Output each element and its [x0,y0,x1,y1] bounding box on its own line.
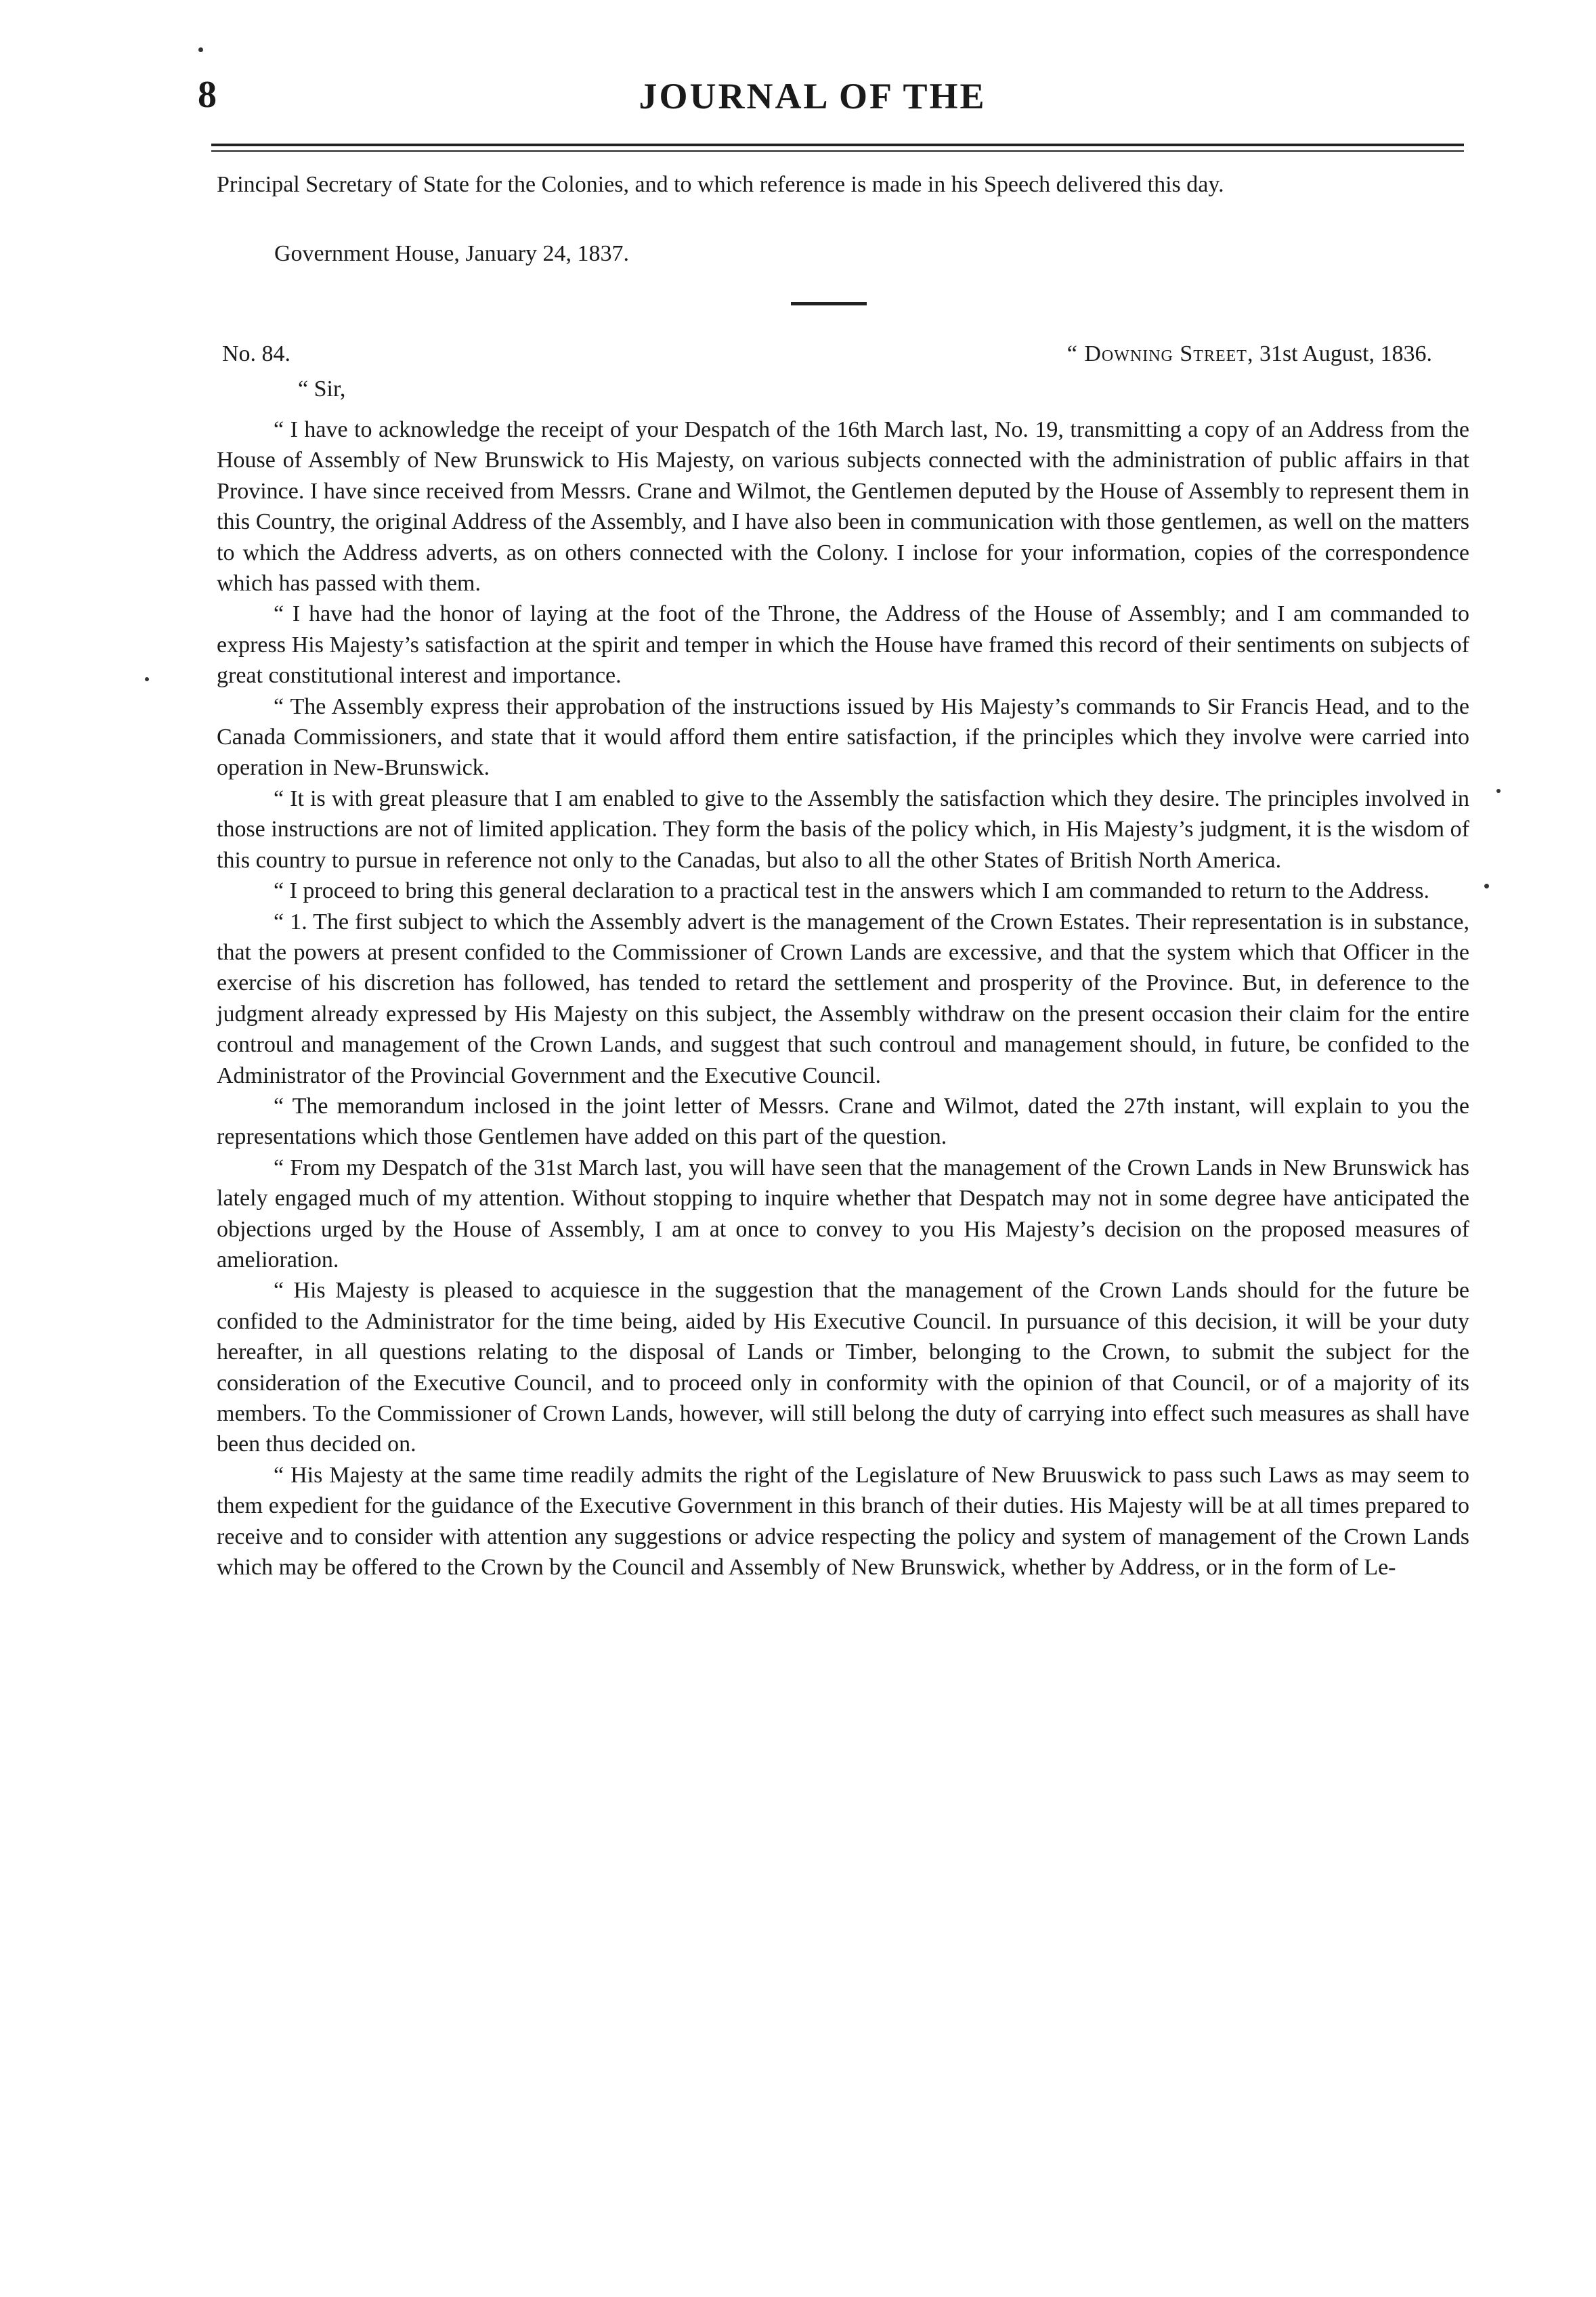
letter-paragraph: “ 1. The first subject to which the Assembly advert is the management of the Crown Estates. Their representation is in substance, that the powers at present confided to the Commissioner of Crown Lands are excessive, and that the system which that Officer in the exercise of his discretion has followed, has tended to retard the settlement and prosperity of the Province. But, in deference to the judgment already expressed by His Majesty on this subject, the Assembly withdraw on the present occasion their claim for the entire controul and management of the Crown Lands, and suggest that such controul and management should, in future, be confided to the Administrator of the Provincial Government and the Executive Council. [217,909,1469,1088]
print-speck [1484,884,1489,888]
print-speck [145,677,149,681]
page-number: 8 [198,74,217,116]
print-speck [198,47,203,52]
print-speck [1496,789,1501,793]
intro-text: Principal Secretary of State for the Colonies, and to which reference is made in his Speech delivered this day. [217,172,1224,197]
letter-paragraph: “ It is with great pleasure that I am enabled to give to the Assembly the satisfaction which they desire. The principles involved in those instructions are not of limited application. They form the basis of the policy which, in His Majesty’s judgment, it is the wisdom of this country to pursue in reference not only to the Canadas, but also to all the other States of British North America. [217,786,1469,873]
government-house-dateline: Government House, January 24, 1837. [274,241,630,266]
letter-paragraph: “ His Majesty is pleased to acquiesce in the suggestion that the management of the Crown Lands should for the future be confided to the Administrator for the time being, aided by His Executive Council. In pursuance of this decision, it will be your duty hereafter, in all questions relating to the disposal of Lands or Timber, belonging to the Crown, to submit the subject for the consideration of the Executive Council, and to proceed only in conformity with the opinion of that Council, or of a majority of its members. To the Commissioner of Crown Lands, however, will still belong the duty of carrying into effect such measures as shall have been thus decided on. [217,1278,1469,1457]
letter-paragraph: “ From my Despatch of the 31st March last, you will have seen that the management of the Crown Lands in New Brunswick has lately engaged much of my attention. Without stopping to inquire whether that Despatch may not in some degree have anticipated the objections urged by the House of Assembly, I am at once to convey to you His Majesty’s decision on the proposed measures of amelioration. [217,1155,1469,1272]
letter-paragraph: “ His Majesty at the same time readily admits the right of the Legislature of New Bruuswick to pass such Laws as may seem to them expedient for the guidance of the Executive Government in this branch of their duties. His Majesty will be at all times prepared to receive and to consider with attention any suggestions or advice respecting the policy and system of management of the Crown Lands which may be offered to the Crown by the Council and Assembly of New Brunswick, whether by Address, or in the form of Le- [217,1462,1469,1581]
section-divider [791,302,867,305]
despatch-place: “ Downing Street, [1066,341,1254,366]
running-head: JOURNAL OF THE [639,76,987,116]
despatch-date: 31st August, 1836. [1253,341,1432,366]
despatch-dateline [1067,339,1432,369]
letter-paragraph: “ I have had the honor of laying at the foot of the Throne, the Address of the House of Assembly; and I am commanded to express His Majesty’s satisfaction at the spirit and temper in which the House have framed this record of their sentiments on subjects of great constitutional interest and importance. [217,601,1469,689]
header-rule [211,144,1464,146]
letter-paragraph: “ The memorandum inclosed in the joint letter of Messrs. Crane and Wilmot, dated the 27th instant, will explain to you the representations which those Gentlemen have added on this part of the question. [217,1093,1469,1150]
letter-paragraph: “ I have to acknowledge the receipt of your Despatch of the 16th March last, No. 19, transmitting a copy of an Address from the House of Assembly of New Brunswick to His Majesty, on various subjects connected with the administration of public affairs in that Province. I have since received from Messrs. Crane and Wilmot, the Gentlemen deputed by the House of Assembly to represent them in this Country, the original Address of the Assembly, and I have also been in communication with those gentlemen, as well on the matters to which the Address adverts, as on others connected with the Colony. I inclose for your information, copies of the correspondence which has passed with them. [217,417,1469,597]
despatch-number: No. 84. [222,341,291,366]
letter-body [217,414,1469,1583]
letter-paragraph: “ The Assembly express their approbation of the instructions issued by His Majesty’s commands to Sir Francis Head, and to the Canada Commissioners, and state that it would afford them entire satisfaction, if the principles which they involve were carried into operation in New-Brunswick. [217,693,1469,781]
intro-paragraph [217,169,1469,200]
header-rule-thin [211,150,1464,152]
letter-paragraph: “ I proceed to bring this general declaration to a practical test in the answers which I am commanded to return to the Address. [274,878,1429,904]
salutation: “ Sir, [298,377,346,402]
